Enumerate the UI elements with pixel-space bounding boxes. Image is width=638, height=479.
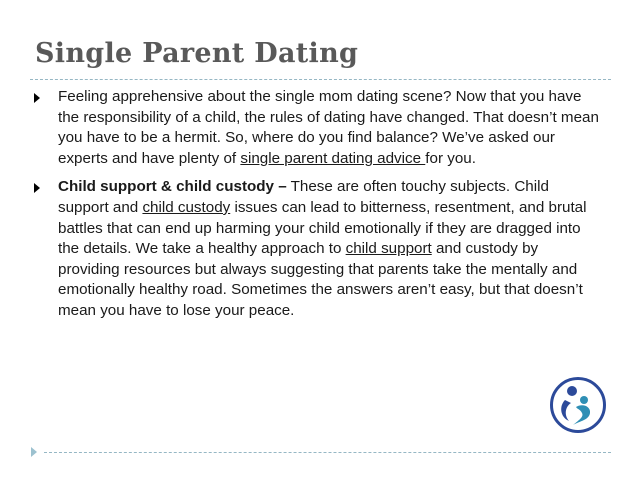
child-custody-link[interactable]: child custody [142, 198, 231, 216]
slide-title: Single Parent Dating [35, 38, 359, 69]
bullet-text: These are often touchy subjects. Child support and [58, 178, 549, 216]
bullet-text: for you. [425, 149, 476, 167]
title-divider [30, 79, 611, 80]
child-support-link[interactable]: child support [345, 240, 432, 258]
triangle-corner-icon [31, 447, 37, 457]
slide-body [34, 87, 600, 330]
bullet-item-dating [34, 87, 600, 169]
parent-child-logo-icon [549, 376, 607, 434]
footer-divider [44, 452, 611, 453]
triangle-bullet-icon [34, 93, 40, 103]
bullet-text: Feeling apprehensive about the single mom dating scene? Now that you have the responsibility of a child, the rules of dating have changed. That doesn’t mean you have to be a hermit. So, where do you find balance? We’ve asked our experts and have plenty of [58, 88, 599, 167]
bullet-heading: Child support & child custody – [58, 178, 287, 196]
bullet-item-child-support [34, 177, 600, 321]
single-parent-dating-advice-link[interactable]: single parent dating advice [240, 149, 426, 167]
bullet-text: and custody by providing resources but always suggesting that parents take the mentally and emotionally healthy road. Sometimes the answers aren’t easy, but that doesn’t mean you have to lose your peace. [58, 240, 583, 319]
bullet-text: issues can lead to bitterness, resentment, and brutal battles that can end up harming your child emotionally if they are dragged into the details. We take a healthy approach to [58, 198, 587, 258]
triangle-bullet-icon [34, 183, 40, 193]
